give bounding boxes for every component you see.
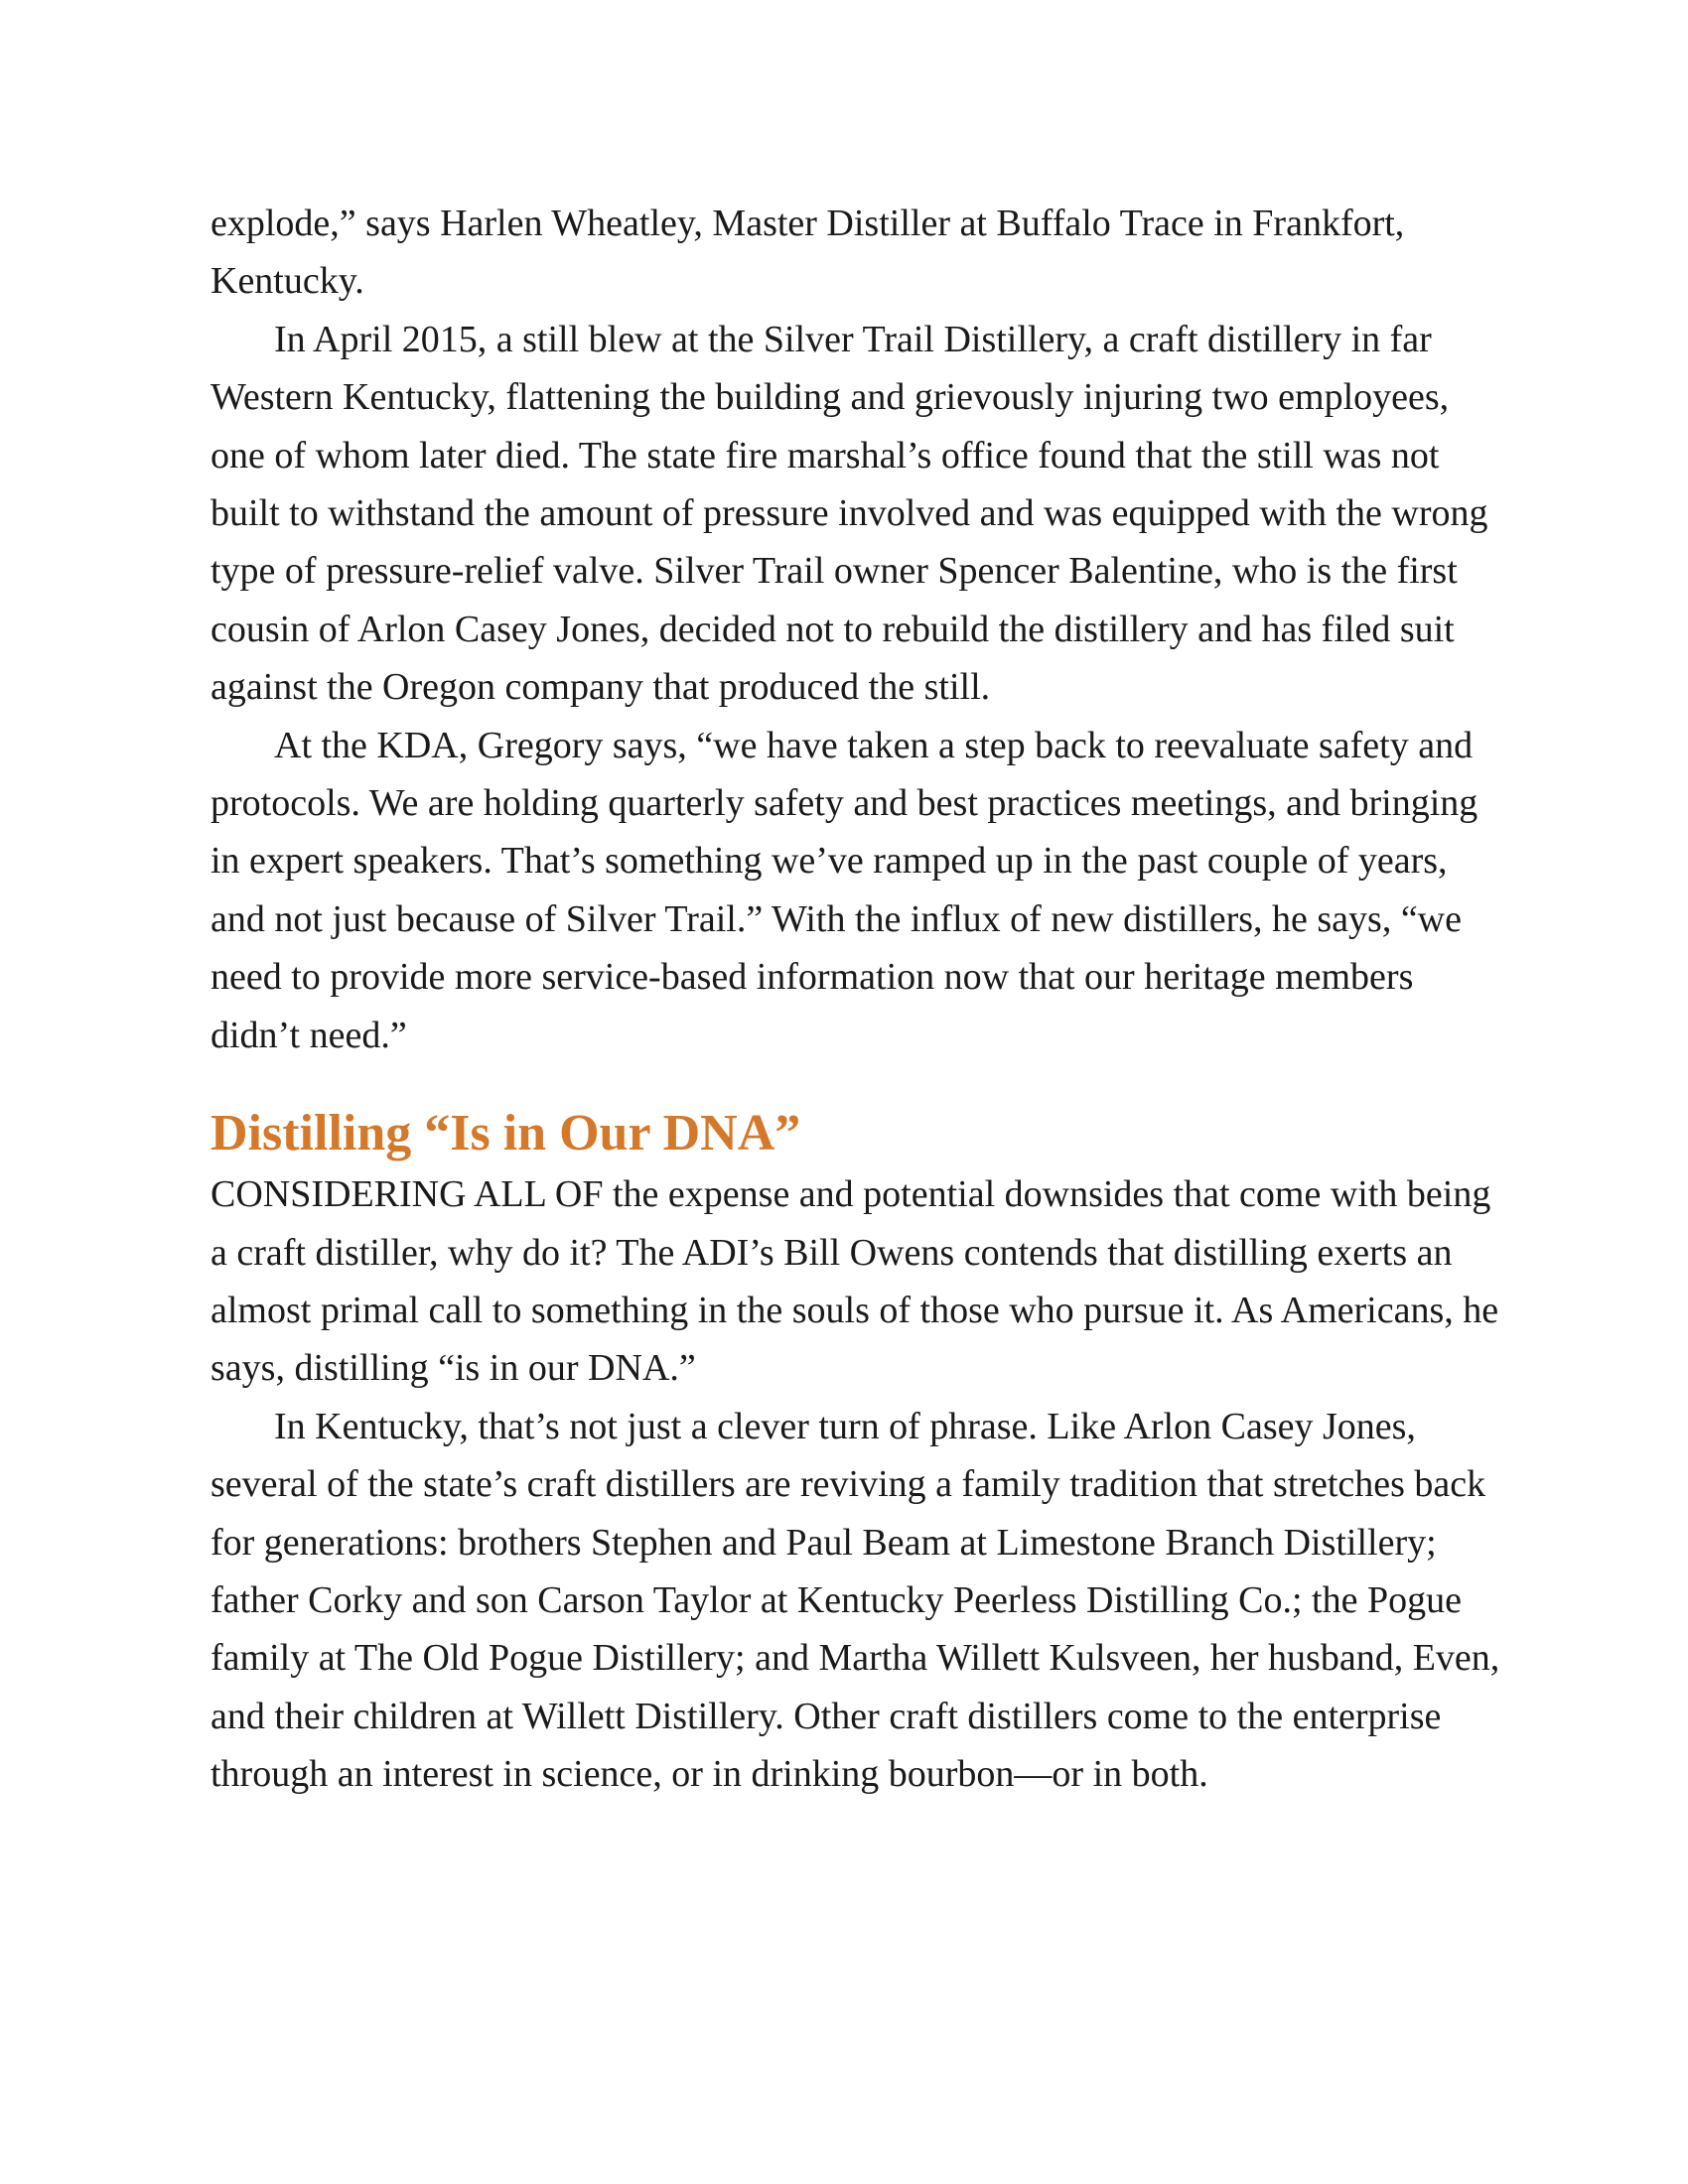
body-paragraph-kentucky: In Kentucky, that’s not just a clever turn of phrase. Like Arlon Casey Jones, several of the state’s craft distillers are reviving a family tradition that stretches back for generations: brothers Stephen and Paul Beam at Limestone Branch Distillery; father Corky and son Carson Taylor at Kentucky Peerless Distilling Co.; the Pogue family at The Old Pogue Distillery; and Martha Willett Kulsveen, her husband, Even, and their children at Willett Distillery. Other craft distillers come to the enterprise through an interest in science, or in drinking bourbon—or in both. <box>211 1405 1500 1796</box>
body-paragraph-silver-trail: In April 2015, a still blew at the Silver Trail Distillery, a craft distillery in far Western Kentucky, flattening the building and grievously injuring two employees, one of whom later died. The state fire marshal’s office found that the still was not built to withstand the amount of pressure involved and was equipped with the wrong type of pressure-relief valve. Silver Trail owner Spencer Balentine, who is the first cousin of Arlon Casey Jones, decided not to rebuild the distillery and has filed suit against the Oregon company that produced the still. <box>211 318 1488 709</box>
section-heading: Distilling “Is in Our DNA” <box>211 1105 801 1162</box>
body-paragraph-continuation: explode,” says Harlen Wheatley, Master Distiller at Buffalo Trace in Frankfort, Kentucky. <box>211 203 1405 303</box>
document-page <box>211 195 1501 1804</box>
body-paragraph-kda: At the KDA, Gregory says, “we have taken a step back to reevaluate safety and protocols. We are holding quarterly safety and best practices meetings, and bringing in expert speakers. That’s something we’ve ramped up in the past couple of years, and not just because of Silver Trail.” With the influx of new distillers, he says, “we need to provide more service-based information now that our heritage members didn’t need.” <box>211 724 1478 1056</box>
body-paragraph-considering: CONSIDERING ALL OF the expense and potential downsides that come with being a craft distiller, why do it? The ADI’s Bill Owens contends that distilling exerts an almost primal call to something in the souls of those who pursue it. As Americans, he says, distilling “is in our DNA.” <box>211 1173 1499 1390</box>
